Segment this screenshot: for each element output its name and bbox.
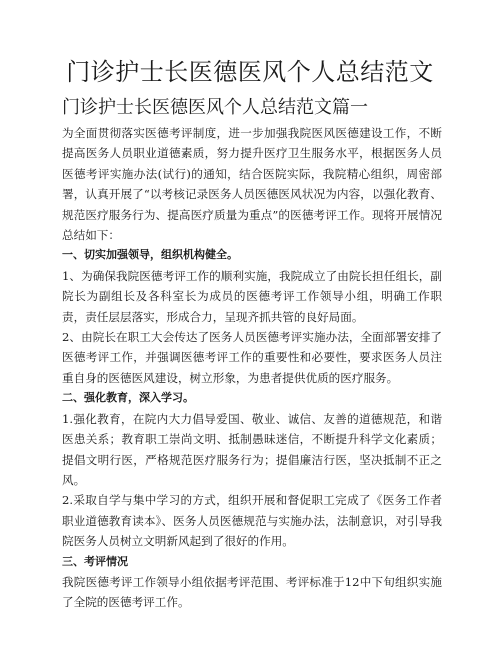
section-heading: 一、切实加强领导，组织机构健全。: [62, 248, 238, 262]
document-body: [62, 123, 442, 613]
section-heading: 三、考评情况: [62, 554, 128, 568]
document-title: 门诊护士长医德医风个人总结范文: [66, 58, 434, 86]
paragraph: 1、为确保我院医德考评工作的顺利实施，我院成立了由院长担任组长，副院长为副组长及各科室长为成员的医德考评工作领导小组，明确工作职责，责任层层落实，形成合力，呈现齐抓共管的良好局面。: [62, 268, 442, 324]
paragraph: 为全面贯彻落实医德考评制度，进一步加强我院医风医德建设工作，不断提高医务人员职业道德素质，努力提升医疗卫生服务水平，根据医务人员医德考评实施办法(试行)的通知，结合医院实际，我院精心组织，周密部署，认真开展了“以考核记录医务人员医德医风状况为内容，以强化教育、规范医疗服务行为、提高医疗质量为重点”的医德考评工作。现将开展情况总结如下：: [62, 126, 442, 243]
section-heading: 二、强化教育，深入学习。: [62, 391, 194, 405]
paragraph: 2、由院长在职工大会传达了医务人员医德考评实施办法，全面部署安排了医德考评工作，并强调医德考评工作的重要性和必要性，要求医务人员注重自身的医德医风建设，树立形象，为患者提供优质的医疗服务。: [62, 330, 442, 385]
paragraph: 1.强化教育，在院内大力倡导爱国、敬业、诚信、友善的道德规范，和谐医患关系；教育职工崇尚文明、抵制愚昧迷信，不断提升科学文化素质；提倡文明行医，严格规范医疗服务行为；提倡廉洁行医，坚决抵制不正之风。: [62, 411, 442, 487]
paragraph: 2.采取自学与集中学习的方式，组织开展和督促职工完成了《医务工作者职业道德教育读本》、医务人员医德规范与实施办法，法制意识，对引导我院医务人员树立文明新风起到了很好的作用。: [62, 493, 442, 549]
section-title: 门诊护士长医德医风个人总结范文篇一: [62, 97, 368, 118]
paragraph: 我院医德考评工作领导小组依据考评范围、考评标准于12中下旬组织实施了全院的医德考评工作。: [62, 574, 442, 610]
